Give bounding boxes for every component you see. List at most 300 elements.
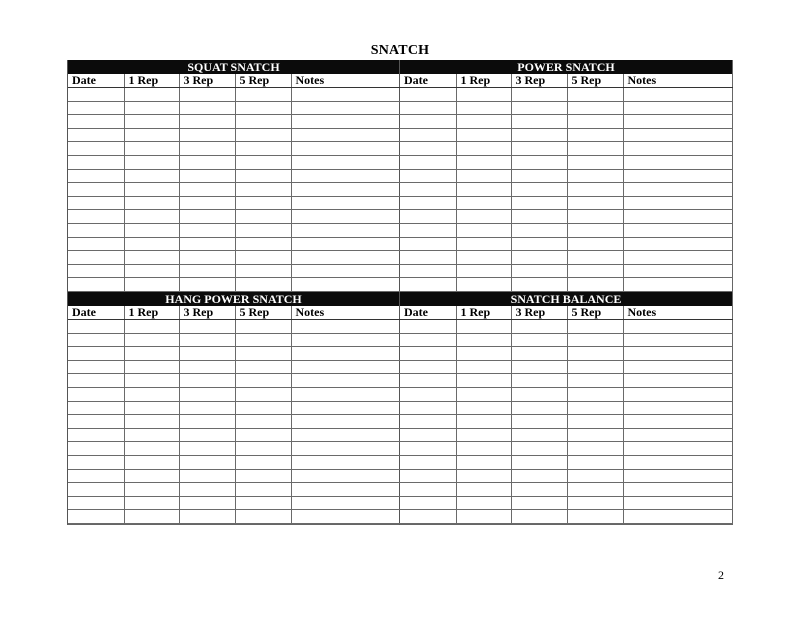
entry-cell[interactable] — [235, 156, 291, 170]
entry-cell[interactable] — [456, 469, 511, 483]
entry-cell[interactable] — [456, 496, 511, 510]
entry-cell[interactable] — [623, 88, 733, 102]
entry-cell[interactable] — [456, 128, 511, 142]
entry-cell[interactable] — [567, 456, 623, 470]
entry-cell[interactable] — [179, 510, 235, 524]
entry-cell[interactable] — [623, 101, 733, 115]
entry-cell[interactable] — [511, 320, 567, 334]
entry-cell[interactable] — [456, 142, 511, 156]
entry-cell[interactable] — [400, 183, 456, 197]
entry-cell[interactable] — [124, 388, 179, 402]
entry-cell[interactable] — [623, 333, 733, 347]
entry-cell[interactable] — [124, 115, 179, 129]
entry-cell[interactable] — [623, 210, 733, 224]
entry-cell[interactable] — [567, 115, 623, 129]
entry-cell[interactable] — [567, 347, 623, 361]
entry-cell[interactable] — [456, 347, 511, 361]
entry-cell[interactable] — [68, 169, 124, 183]
entry-cell[interactable] — [456, 360, 511, 374]
entry-cell[interactable] — [623, 196, 733, 210]
entry-cell[interactable] — [511, 88, 567, 102]
entry-cell[interactable] — [456, 510, 511, 524]
entry-cell[interactable] — [68, 483, 124, 497]
entry-cell[interactable] — [124, 224, 179, 238]
entry-cell[interactable] — [567, 469, 623, 483]
entry-cell[interactable] — [623, 115, 733, 129]
entry-cell[interactable] — [68, 510, 124, 524]
entry-cell[interactable] — [567, 496, 623, 510]
entry-cell[interactable] — [235, 183, 291, 197]
entry-cell[interactable] — [511, 210, 567, 224]
entry-cell[interactable] — [235, 251, 291, 265]
entry-cell[interactable] — [400, 360, 456, 374]
entry-cell[interactable] — [68, 496, 124, 510]
entry-cell[interactable] — [400, 278, 456, 292]
entry-cell[interactable] — [124, 278, 179, 292]
entry-cell[interactable] — [400, 510, 456, 524]
entry-cell[interactable] — [291, 456, 401, 470]
entry-cell[interactable] — [456, 156, 511, 170]
entry-cell[interactable] — [124, 483, 179, 497]
entry-cell[interactable] — [400, 333, 456, 347]
entry-cell[interactable] — [400, 196, 456, 210]
entry-cell[interactable] — [124, 264, 179, 278]
entry-cell[interactable] — [179, 469, 235, 483]
entry-cell[interactable] — [179, 415, 235, 429]
entry-cell[interactable] — [235, 428, 291, 442]
entry-cell[interactable] — [567, 224, 623, 238]
entry-cell[interactable] — [179, 101, 235, 115]
entry-cell[interactable] — [291, 142, 401, 156]
entry-cell[interactable] — [179, 169, 235, 183]
entry-cell[interactable] — [400, 128, 456, 142]
entry-cell[interactable] — [235, 456, 291, 470]
entry-cell[interactable] — [567, 510, 623, 524]
entry-cell[interactable] — [623, 442, 733, 456]
entry-cell[interactable] — [179, 483, 235, 497]
entry-cell[interactable] — [400, 347, 456, 361]
entry-cell[interactable] — [124, 415, 179, 429]
entry-cell[interactable] — [511, 415, 567, 429]
entry-cell[interactable] — [179, 128, 235, 142]
entry-cell[interactable] — [291, 210, 401, 224]
entry-cell[interactable] — [68, 101, 124, 115]
entry-cell[interactable] — [291, 128, 401, 142]
entry-cell[interactable] — [291, 510, 401, 524]
entry-cell[interactable] — [511, 442, 567, 456]
entry-cell[interactable] — [511, 360, 567, 374]
entry-cell[interactable] — [179, 237, 235, 251]
entry-cell[interactable] — [456, 169, 511, 183]
entry-cell[interactable] — [68, 196, 124, 210]
entry-cell[interactable] — [567, 415, 623, 429]
entry-cell[interactable] — [235, 169, 291, 183]
entry-cell[interactable] — [400, 469, 456, 483]
entry-cell[interactable] — [235, 115, 291, 129]
entry-cell[interactable] — [235, 388, 291, 402]
entry-cell[interactable] — [400, 156, 456, 170]
entry-cell[interactable] — [400, 442, 456, 456]
entry-cell[interactable] — [291, 278, 401, 292]
entry-cell[interactable] — [511, 278, 567, 292]
entry-cell[interactable] — [623, 224, 733, 238]
entry-cell[interactable] — [400, 496, 456, 510]
entry-cell[interactable] — [456, 264, 511, 278]
entry-cell[interactable] — [291, 347, 401, 361]
entry-cell[interactable] — [291, 374, 401, 388]
entry-cell[interactable] — [179, 264, 235, 278]
entry-cell[interactable] — [623, 415, 733, 429]
entry-cell[interactable] — [68, 374, 124, 388]
entry-cell[interactable] — [124, 196, 179, 210]
entry-cell[interactable] — [511, 388, 567, 402]
entry-cell[interactable] — [623, 169, 733, 183]
entry-cell[interactable] — [124, 156, 179, 170]
entry-cell[interactable] — [235, 510, 291, 524]
entry-cell[interactable] — [68, 156, 124, 170]
entry-cell[interactable] — [179, 456, 235, 470]
entry-cell[interactable] — [623, 401, 733, 415]
entry-cell[interactable] — [68, 333, 124, 347]
entry-cell[interactable] — [567, 360, 623, 374]
entry-cell[interactable] — [456, 88, 511, 102]
entry-cell[interactable] — [235, 320, 291, 334]
entry-cell[interactable] — [68, 442, 124, 456]
entry-cell[interactable] — [124, 442, 179, 456]
entry-cell[interactable] — [68, 347, 124, 361]
entry-cell[interactable] — [456, 237, 511, 251]
entry-cell[interactable] — [400, 237, 456, 251]
entry-cell[interactable] — [235, 264, 291, 278]
entry-cell[interactable] — [68, 320, 124, 334]
entry-cell[interactable] — [511, 251, 567, 265]
entry-cell[interactable] — [456, 320, 511, 334]
entry-cell[interactable] — [124, 428, 179, 442]
entry-cell[interactable] — [179, 347, 235, 361]
entry-cell[interactable] — [456, 442, 511, 456]
entry-cell[interactable] — [291, 401, 401, 415]
entry-cell[interactable] — [456, 251, 511, 265]
entry-cell[interactable] — [623, 388, 733, 402]
entry-cell[interactable] — [179, 401, 235, 415]
entry-cell[interactable] — [567, 101, 623, 115]
entry-cell[interactable] — [623, 278, 733, 292]
entry-cell[interactable] — [567, 428, 623, 442]
entry-cell[interactable] — [511, 469, 567, 483]
entry-cell[interactable] — [291, 251, 401, 265]
entry-cell[interactable] — [68, 278, 124, 292]
entry-cell[interactable] — [179, 88, 235, 102]
entry-cell[interactable] — [124, 347, 179, 361]
entry-cell[interactable] — [567, 264, 623, 278]
entry-cell[interactable] — [400, 456, 456, 470]
entry-cell[interactable] — [400, 374, 456, 388]
entry-cell[interactable] — [511, 128, 567, 142]
entry-cell[interactable] — [623, 360, 733, 374]
entry-cell[interactable] — [235, 196, 291, 210]
entry-cell[interactable] — [68, 415, 124, 429]
entry-cell[interactable] — [179, 388, 235, 402]
entry-cell[interactable] — [291, 469, 401, 483]
entry-cell[interactable] — [511, 333, 567, 347]
entry-cell[interactable] — [235, 101, 291, 115]
entry-cell[interactable] — [291, 388, 401, 402]
entry-cell[interactable] — [179, 442, 235, 456]
entry-cell[interactable] — [400, 428, 456, 442]
entry-cell[interactable] — [68, 128, 124, 142]
entry-cell[interactable] — [68, 456, 124, 470]
entry-cell[interactable] — [179, 278, 235, 292]
entry-cell[interactable] — [456, 196, 511, 210]
entry-cell[interactable] — [511, 196, 567, 210]
entry-cell[interactable] — [567, 251, 623, 265]
entry-cell[interactable] — [567, 210, 623, 224]
entry-cell[interactable] — [623, 320, 733, 334]
entry-cell[interactable] — [623, 142, 733, 156]
entry-cell[interactable] — [68, 251, 124, 265]
entry-cell[interactable] — [456, 456, 511, 470]
entry-cell[interactable] — [179, 428, 235, 442]
entry-cell[interactable] — [400, 115, 456, 129]
entry-cell[interactable] — [400, 101, 456, 115]
entry-cell[interactable] — [456, 374, 511, 388]
entry-cell[interactable] — [179, 115, 235, 129]
entry-cell[interactable] — [291, 264, 401, 278]
entry-cell[interactable] — [400, 388, 456, 402]
entry-cell[interactable] — [179, 374, 235, 388]
entry-cell[interactable] — [623, 251, 733, 265]
entry-cell[interactable] — [235, 142, 291, 156]
entry-cell[interactable] — [623, 347, 733, 361]
entry-cell[interactable] — [456, 333, 511, 347]
entry-cell[interactable] — [567, 401, 623, 415]
entry-cell[interactable] — [291, 196, 401, 210]
entry-cell[interactable] — [623, 456, 733, 470]
entry-cell[interactable] — [124, 320, 179, 334]
entry-cell[interactable] — [179, 333, 235, 347]
entry-cell[interactable] — [235, 333, 291, 347]
entry-cell[interactable] — [400, 483, 456, 497]
entry-cell[interactable] — [623, 496, 733, 510]
entry-cell[interactable] — [400, 415, 456, 429]
entry-cell[interactable] — [68, 115, 124, 129]
entry-cell[interactable] — [124, 169, 179, 183]
entry-cell[interactable] — [511, 183, 567, 197]
entry-cell[interactable] — [291, 115, 401, 129]
entry-cell[interactable] — [68, 401, 124, 415]
entry-cell[interactable] — [456, 115, 511, 129]
entry-cell[interactable] — [456, 224, 511, 238]
entry-cell[interactable] — [456, 210, 511, 224]
entry-cell[interactable] — [179, 320, 235, 334]
entry-cell[interactable] — [400, 264, 456, 278]
entry-cell[interactable] — [291, 169, 401, 183]
entry-cell[interactable] — [124, 401, 179, 415]
entry-cell[interactable] — [124, 183, 179, 197]
entry-cell[interactable] — [179, 360, 235, 374]
entry-cell[interactable] — [235, 401, 291, 415]
entry-cell[interactable] — [124, 374, 179, 388]
entry-cell[interactable] — [235, 360, 291, 374]
entry-cell[interactable] — [124, 496, 179, 510]
entry-cell[interactable] — [235, 347, 291, 361]
entry-cell[interactable] — [567, 333, 623, 347]
entry-cell[interactable] — [179, 142, 235, 156]
entry-cell[interactable] — [235, 483, 291, 497]
entry-cell[interactable] — [124, 237, 179, 251]
entry-cell[interactable] — [567, 237, 623, 251]
entry-cell[interactable] — [400, 210, 456, 224]
entry-cell[interactable] — [291, 428, 401, 442]
entry-cell[interactable] — [511, 496, 567, 510]
entry-cell[interactable] — [68, 264, 124, 278]
entry-cell[interactable] — [291, 496, 401, 510]
entry-cell[interactable] — [124, 333, 179, 347]
entry-cell[interactable] — [567, 128, 623, 142]
entry-cell[interactable] — [511, 224, 567, 238]
entry-cell[interactable] — [456, 183, 511, 197]
entry-cell[interactable] — [511, 169, 567, 183]
entry-cell[interactable] — [291, 320, 401, 334]
entry-cell[interactable] — [623, 510, 733, 524]
entry-cell[interactable] — [235, 88, 291, 102]
entry-cell[interactable] — [235, 278, 291, 292]
entry-cell[interactable] — [511, 101, 567, 115]
entry-cell[interactable] — [456, 401, 511, 415]
entry-cell[interactable] — [235, 224, 291, 238]
entry-cell[interactable] — [511, 264, 567, 278]
entry-cell[interactable] — [291, 333, 401, 347]
entry-cell[interactable] — [511, 237, 567, 251]
entry-cell[interactable] — [68, 142, 124, 156]
entry-cell[interactable] — [400, 224, 456, 238]
entry-cell[interactable] — [179, 183, 235, 197]
entry-cell[interactable] — [179, 210, 235, 224]
entry-cell[interactable] — [567, 156, 623, 170]
entry-cell[interactable] — [291, 360, 401, 374]
entry-cell[interactable] — [567, 169, 623, 183]
entry-cell[interactable] — [235, 442, 291, 456]
entry-cell[interactable] — [511, 142, 567, 156]
entry-cell[interactable] — [68, 224, 124, 238]
entry-cell[interactable] — [291, 183, 401, 197]
entry-cell[interactable] — [235, 128, 291, 142]
entry-cell[interactable] — [456, 483, 511, 497]
entry-cell[interactable] — [235, 374, 291, 388]
entry-cell[interactable] — [235, 237, 291, 251]
entry-cell[interactable] — [511, 115, 567, 129]
entry-cell[interactable] — [68, 469, 124, 483]
entry-cell[interactable] — [623, 183, 733, 197]
entry-cell[interactable] — [291, 224, 401, 238]
entry-cell[interactable] — [68, 428, 124, 442]
entry-cell[interactable] — [456, 415, 511, 429]
entry-cell[interactable] — [623, 264, 733, 278]
entry-cell[interactable] — [567, 320, 623, 334]
entry-cell[interactable] — [235, 469, 291, 483]
entry-cell[interactable] — [179, 156, 235, 170]
entry-cell[interactable] — [456, 101, 511, 115]
entry-cell[interactable] — [68, 237, 124, 251]
entry-cell[interactable] — [291, 415, 401, 429]
entry-cell[interactable] — [567, 88, 623, 102]
entry-cell[interactable] — [400, 142, 456, 156]
entry-cell[interactable] — [623, 128, 733, 142]
entry-cell[interactable] — [400, 169, 456, 183]
entry-cell[interactable] — [623, 483, 733, 497]
entry-cell[interactable] — [511, 456, 567, 470]
entry-cell[interactable] — [456, 388, 511, 402]
entry-cell[interactable] — [291, 88, 401, 102]
entry-cell[interactable] — [511, 156, 567, 170]
entry-cell[interactable] — [124, 142, 179, 156]
entry-cell[interactable] — [623, 156, 733, 170]
entry-cell[interactable] — [124, 360, 179, 374]
entry-cell[interactable] — [235, 415, 291, 429]
entry-cell[interactable] — [124, 469, 179, 483]
entry-cell[interactable] — [567, 374, 623, 388]
entry-cell[interactable] — [567, 183, 623, 197]
entry-cell[interactable] — [291, 483, 401, 497]
entry-cell[interactable] — [456, 428, 511, 442]
entry-cell[interactable] — [400, 401, 456, 415]
entry-cell[interactable] — [68, 88, 124, 102]
entry-cell[interactable] — [124, 456, 179, 470]
entry-cell[interactable] — [623, 428, 733, 442]
entry-cell[interactable] — [291, 156, 401, 170]
entry-cell[interactable] — [456, 278, 511, 292]
entry-cell[interactable] — [124, 251, 179, 265]
entry-cell[interactable] — [567, 442, 623, 456]
entry-cell[interactable] — [179, 496, 235, 510]
entry-cell[interactable] — [623, 469, 733, 483]
entry-cell[interactable] — [291, 101, 401, 115]
entry-cell[interactable] — [400, 320, 456, 334]
entry-cell[interactable] — [68, 360, 124, 374]
entry-cell[interactable] — [179, 196, 235, 210]
entry-cell[interactable] — [511, 510, 567, 524]
entry-cell[interactable] — [124, 510, 179, 524]
entry-cell[interactable] — [567, 142, 623, 156]
entry-cell[interactable] — [511, 401, 567, 415]
entry-cell[interactable] — [179, 224, 235, 238]
entry-cell[interactable] — [567, 278, 623, 292]
entry-cell[interactable] — [567, 483, 623, 497]
entry-cell[interactable] — [291, 237, 401, 251]
entry-cell[interactable] — [124, 210, 179, 224]
entry-cell[interactable] — [68, 388, 124, 402]
entry-cell[interactable] — [511, 347, 567, 361]
entry-cell[interactable] — [291, 442, 401, 456]
entry-cell[interactable] — [235, 210, 291, 224]
entry-cell[interactable] — [511, 428, 567, 442]
entry-cell[interactable] — [68, 210, 124, 224]
entry-cell[interactable] — [400, 251, 456, 265]
entry-cell[interactable] — [68, 183, 124, 197]
entry-cell[interactable] — [235, 496, 291, 510]
entry-cell[interactable] — [124, 128, 179, 142]
entry-cell[interactable] — [511, 483, 567, 497]
entry-cell[interactable] — [400, 88, 456, 102]
entry-cell[interactable] — [567, 196, 623, 210]
entry-cell[interactable] — [179, 251, 235, 265]
entry-cell[interactable] — [623, 374, 733, 388]
entry-cell[interactable] — [567, 388, 623, 402]
entry-cell[interactable] — [511, 374, 567, 388]
entry-cell[interactable] — [623, 237, 733, 251]
entry-cell[interactable] — [124, 101, 179, 115]
entry-cell[interactable] — [124, 88, 179, 102]
